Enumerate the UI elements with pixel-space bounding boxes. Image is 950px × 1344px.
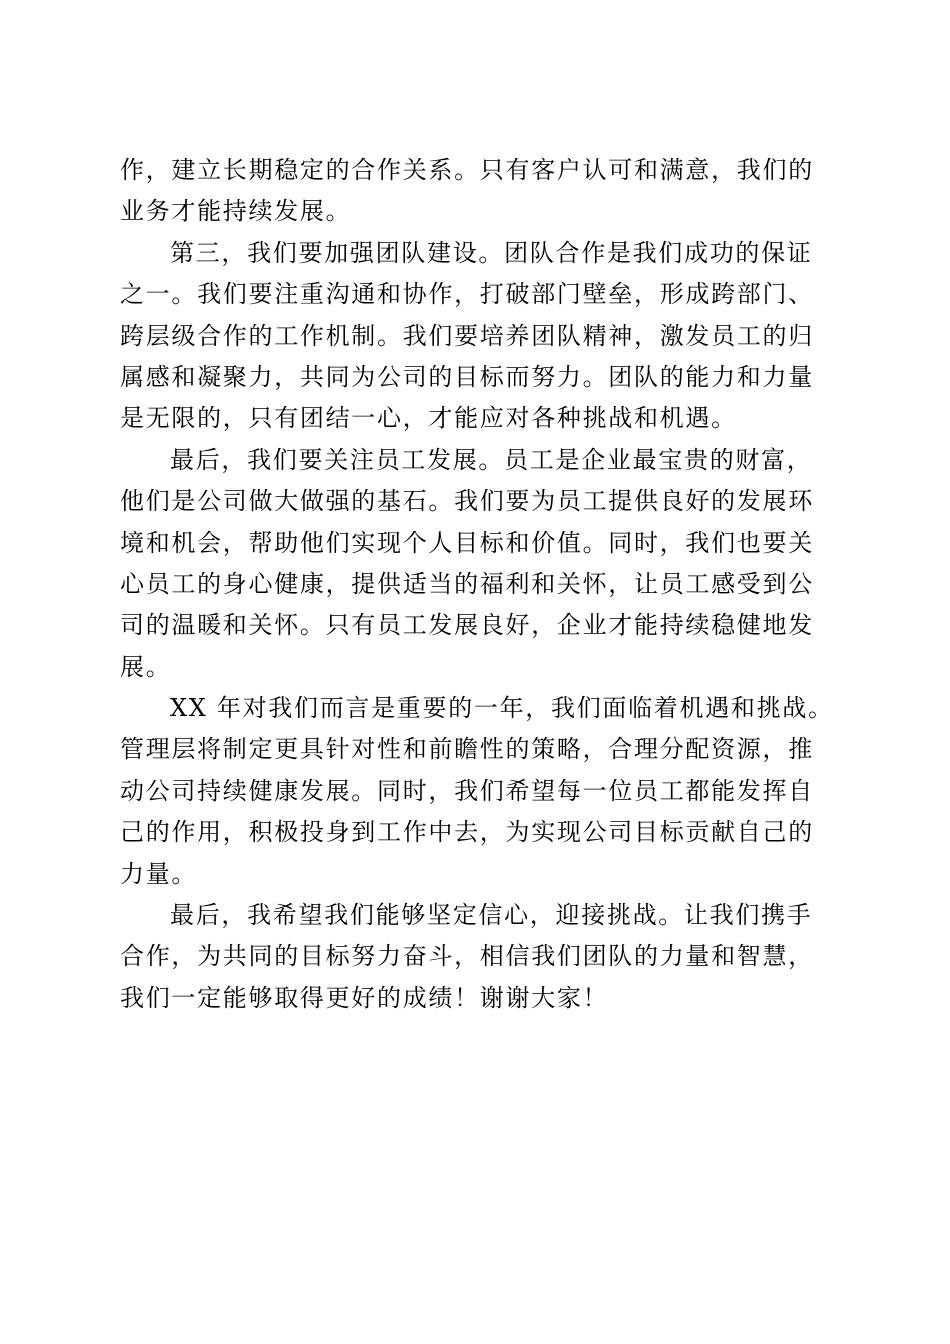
paragraph-start-line: 第三，我们要加强团队建设。团队合作是我们成功的保证: [170, 238, 813, 267]
text-line: 我们一定能够取得更好的成绩！谢谢大家！: [120, 983, 609, 1012]
body-text: [120, 150, 840, 1019]
paragraph-start-line: 最后，我们要关注员工发展。员工是企业最宝贵的财富，: [170, 445, 813, 474]
text-line: 他们是公司做大做强的基石。我们要为员工提供良好的发展环: [120, 487, 814, 516]
text-line: 合作，为共同的目标努力奋斗，相信我们团队的力量和智慧，: [120, 942, 814, 971]
text-line: 是无限的，只有团结一心，才能应对各种挑战和机遇。: [120, 404, 737, 433]
text-line: 业务才能持续发展。: [120, 197, 352, 226]
paragraph-start-line: XX 年对我们而言是重要的一年，我们面临着机遇和挑战。: [170, 694, 834, 723]
text-line: 之一。我们要注重沟通和协作，打破部门壁垒，形成跨部门、: [120, 280, 814, 309]
text-line: 管理层将制定更具针对性和前瞻性的策略，合理分配资源，推: [120, 735, 814, 764]
text-line: 力量。: [120, 859, 198, 888]
text-line: 跨层级合作的工作机制。我们要培养团队精神，激发员工的归: [120, 321, 814, 350]
text-line: 作，建立长期稳定的合作关系。只有客户认可和满意，我们的: [120, 156, 814, 184]
text-line: 动公司持续健康发展。同时，我们希望每一位员工都能发挥自: [120, 776, 814, 805]
text-line: 展。: [120, 652, 172, 681]
paragraph-start-line: 最后，我希望我们能够坚定信心，迎接挑战。让我们携手: [170, 901, 813, 930]
text-line: 属感和凝聚力，共同为公司的目标而努力。团队的能力和力量: [120, 362, 814, 391]
text-line: 己的作用，积极投身到工作中去，为实现公司目标贡献自己的: [120, 818, 814, 847]
text-line: 心员工的身心健康，提供适当的福利和关怀，让员工感受到公: [120, 569, 814, 598]
text-line: 境和机会，帮助他们实现个人目标和价值。同时，我们也要关: [120, 528, 814, 557]
text-line: 司的温暖和关怀。只有员工发展良好，企业才能持续稳健地发: [120, 611, 814, 640]
